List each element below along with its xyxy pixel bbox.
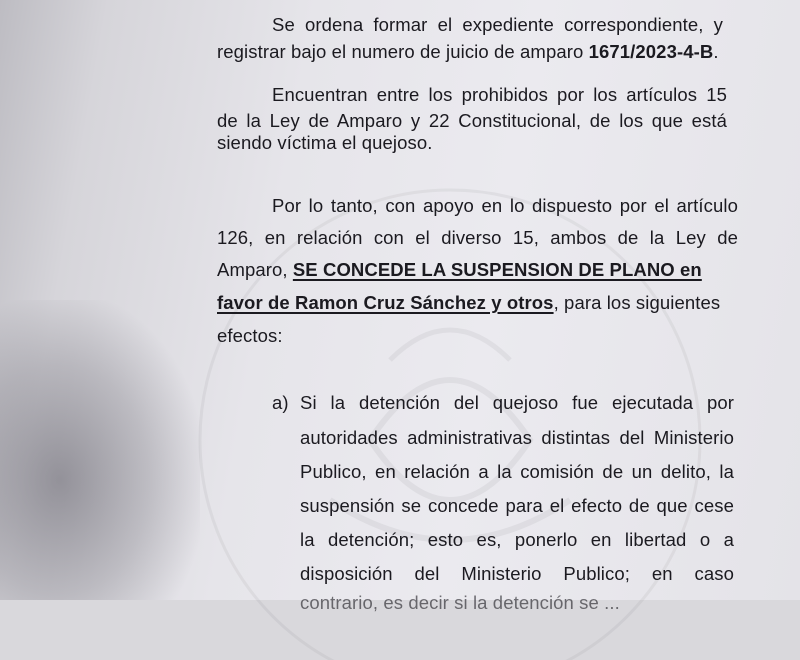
paragraph-3-line-1: Por lo tanto, con apoyo en lo dispuesto por el artículo: [272, 195, 738, 216]
item-a-line-6: disposición del Ministerio Publico; en caso: [300, 563, 734, 584]
item-a-marker: a): [272, 392, 289, 413]
paragraph-2-line-2: de la Ley de Amparo y 22 Constitucional, de los que está: [217, 110, 727, 131]
paragraph-3-line-4: [217, 292, 738, 314]
item-a-line-2: autoridades administrativas distintas del Ministerio: [300, 427, 734, 448]
case-number: 1671/2023-4-B: [588, 41, 714, 62]
paragraph-3-line-2: 126, en relación con el diverso 15, ambos de la Ley de: [217, 227, 738, 248]
text: Amparo,: [217, 259, 293, 280]
paragraph-3-line-5: efectos:: [217, 325, 283, 346]
finger-shadow: [0, 300, 200, 600]
paragraph-2-line-1: Encuentran entre los prohibidos por los artículos 15: [272, 84, 727, 105]
paragraph-2-line-3: siendo víctima el quejoso.: [217, 132, 433, 153]
paragraph-3-line-3: [217, 259, 738, 281]
item-a-line-4: suspensión se concede para el efecto de que cese: [300, 495, 734, 516]
item-a-line-5: la detención; esto es, ponerlo en libertad o a: [300, 529, 734, 550]
text: , para los siguientes: [553, 292, 721, 313]
item-a-line-3: Publico, en relación a la comisión de un delito, la: [300, 461, 734, 482]
paragraph-1-line-1: Se ordena formar el expediente correspondiente, y: [272, 14, 723, 35]
paragraph-1-line-2: [217, 41, 719, 63]
beneficiaries-text: favor de Ramon Cruz Sánchez y otros: [217, 292, 554, 313]
item-a-line-1: Si la detención del quejoso fue ejecutada por: [300, 392, 734, 413]
item-a-line-7: contrario, es decir si la detención se ...: [300, 592, 620, 613]
text: .: [713, 41, 719, 62]
text: registrar bajo el numero de juicio de amparo: [217, 41, 589, 62]
suspension-grant-text: SE CONCEDE LA SUSPENSION DE PLANO en: [292, 259, 702, 280]
